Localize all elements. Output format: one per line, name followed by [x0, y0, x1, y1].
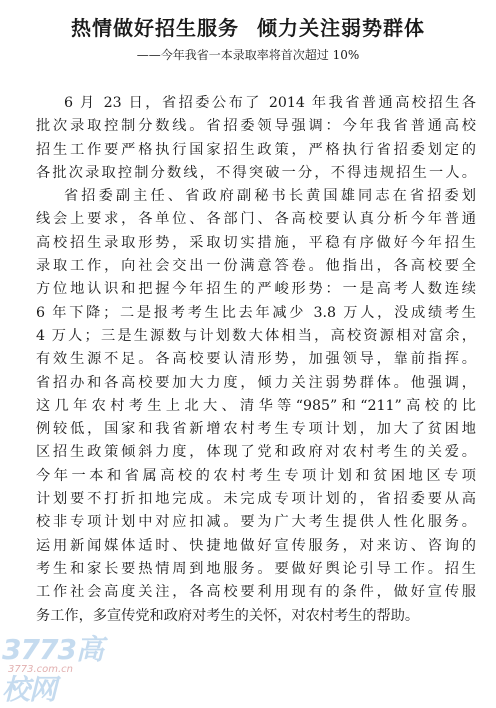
body-line: 6 月 23 日，省招委公布了 2014 年我省普通高校招生各	[64, 95, 476, 111]
body-line: 省招委副主任、省政府副秘书长黄国雄同志在省招委划	[64, 188, 476, 205]
body-line: 工作社会高度关注，各高校要利用现有的条件，做好宣传服	[36, 584, 476, 601]
body-line: 例较低，国家和我省新增农村考生专项计划，加大了贫困地	[36, 421, 476, 438]
title-part-2: 倾力关注弱势群体	[257, 16, 425, 40]
body-line: 这几年农村考生上北大、清华等“985”和“211”高校的比	[36, 397, 476, 414]
body-line: 各批次录取控制分数线，不得突破一分，不得违规招生一人。	[36, 164, 476, 181]
body-line: 方位地认识和把握今年招生的严峻形势：一是高考人数连续	[36, 281, 476, 298]
body-line: 今年一本和省属高校的农村考生专项计划和贫困地区专项	[36, 467, 476, 484]
body-line: 线会上要求，各单位、各部门、各高校要认真分析今年普通	[36, 211, 476, 228]
watermark-logo-text: 3773高校网	[2, 633, 103, 706]
body-line: 区招生政策倾斜力度，体现了党和政府对农村考生的关爱。	[36, 444, 476, 461]
body-line: 批次录取控制分数线。省招委领导强调：今年我省普通高校	[36, 118, 476, 135]
body-line: 校非专项计划中对应扣减。要为广大考生提供人性化服务。	[36, 514, 476, 531]
watermark-url: 3773.com.cn	[8, 664, 73, 675]
article-title	[0, 12, 496, 41]
body-line: 4 万人；三是生源数与计划数大体相当，高校资源相对富余，	[36, 327, 476, 344]
body-line: 高校招生录取形势，采取切实措施，平稳有序做好今年招生	[36, 234, 476, 251]
article-body	[36, 92, 476, 628]
title-part-1: 热情做好招生服务	[71, 16, 239, 40]
body-line: 计划要不打折扣地完成。未完成专项计划的，省招委要从高	[36, 491, 476, 508]
body-line: 务工作，多宣传党和政府对考生的关怀，对农村考生的帮助。	[36, 607, 420, 624]
body-line: 有效生源不足。各高校要认清形势，加强领导，靠前指挥。	[36, 351, 476, 368]
body-line: 省招办和各高校要加大力度，倾力关注弱势群体。他强调，	[36, 374, 476, 391]
article-subtitle: ——今年我省一本录取率将首次超过 10%	[136, 48, 360, 62]
site-watermark	[2, 628, 112, 706]
body-line: 招生工作要严格执行国家招生政策，严格执行省招委划定的	[36, 141, 476, 158]
body-line: 考生和家长要热情周到地服务。要做好舆论引导工作。招生	[36, 560, 476, 577]
body-line: 6 年下降；二是报考考生比去年减少 3.8 万人，没成绩考生	[36, 304, 476, 321]
body-line: 运用新闻媒体适时、快捷地做好宣传服务，对来访、咨询的	[36, 537, 476, 554]
body-line: 录取工作，向社会交出一份满意答卷。他指出，各高校要全	[36, 258, 476, 275]
